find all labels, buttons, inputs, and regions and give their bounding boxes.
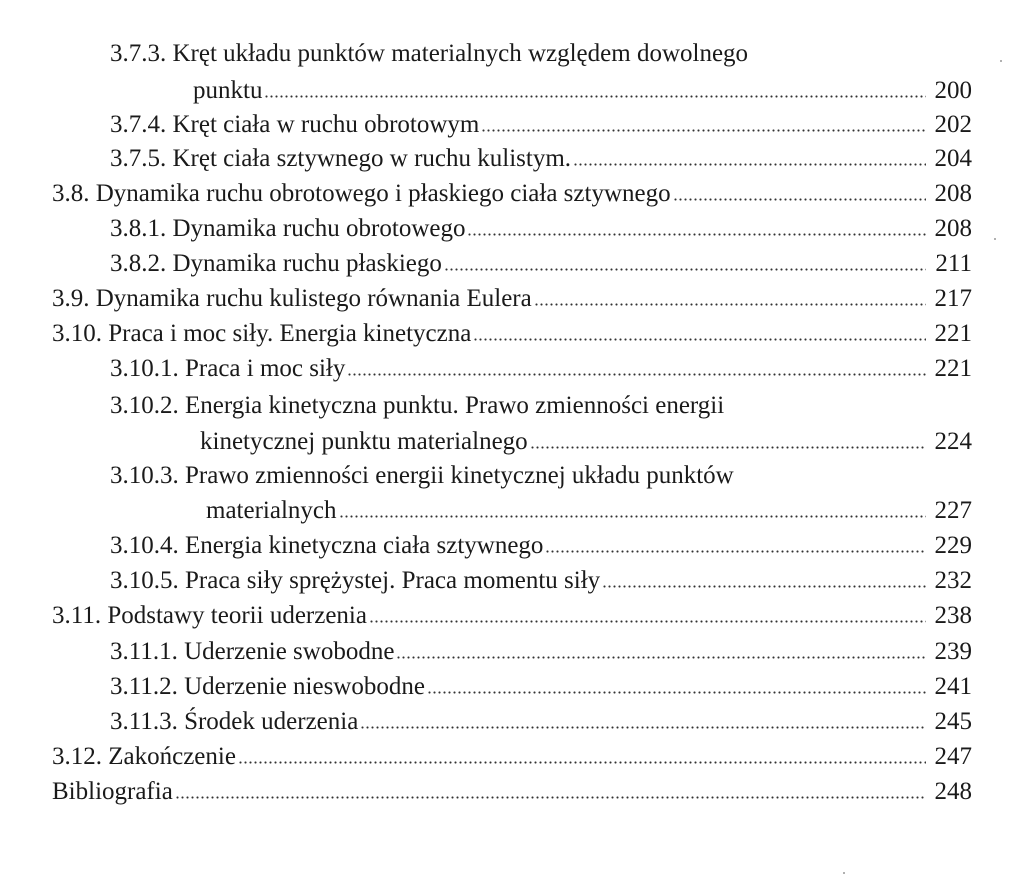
dot-leader (573, 144, 926, 166)
toc-entry-page: 208 (934, 180, 972, 207)
toc-entry-title-continued: materialnych (206, 497, 337, 524)
dot-leader (238, 742, 926, 764)
toc-entry-title: Uderzenie nieswobodne (184, 673, 425, 700)
toc-entry-line (110, 143, 972, 175)
dot-leader (175, 777, 926, 799)
toc-entry-title: Dynamika ruchu płaskiego (172, 250, 442, 277)
scan-speck (1000, 60, 1002, 62)
toc-entry-line (52, 741, 972, 773)
toc-entry-number: 3.12. (52, 743, 102, 770)
toc-entry-number: 3.10.4. (110, 532, 179, 559)
toc-entry-page: 211 (935, 250, 972, 277)
toc-entry-line (110, 706, 972, 738)
toc-entry-title: Bibliografia (52, 778, 173, 805)
toc-entry-number: 3.11.3. (110, 708, 178, 735)
toc-entry-title: Kręt układu punktów materialnych względem dowolnego (172, 40, 749, 67)
toc-entry-title: Uderzenie swobodne (184, 638, 395, 665)
toc-entry-line (52, 776, 972, 808)
toc-entry-line (110, 213, 972, 245)
toc-entry-line (110, 636, 972, 668)
dot-leader (467, 214, 926, 236)
toc-entry-number: 3.9. (52, 285, 90, 312)
toc-entry-number: 3.10.2. (110, 392, 179, 419)
toc-entry-line (110, 109, 972, 141)
toc-entry-title: Dynamika ruchu obrotowego (172, 215, 466, 242)
toc-entry-number: 3.8.1. (110, 215, 167, 242)
toc-entry-line (110, 530, 972, 562)
toc-entry-page: 247 (934, 743, 972, 770)
dot-leader (360, 707, 926, 729)
dot-leader (602, 566, 926, 588)
dot-leader (545, 531, 926, 553)
toc-entry-line (52, 600, 972, 632)
toc-entry-number: 3.10.3. (110, 462, 179, 489)
toc-entry-page: 238 (934, 602, 972, 629)
toc-entry-number: 3.10. (52, 320, 102, 347)
toc-entry-number: 3.11.2. (110, 673, 178, 700)
dot-leader (369, 601, 926, 623)
toc-entry-first-line (110, 390, 724, 422)
toc-entry-page: 241 (934, 673, 972, 700)
toc-entry-last-line (200, 426, 972, 458)
toc-entry-page: 227 (934, 497, 972, 524)
toc-entry-number: 3.7.5. (110, 145, 167, 172)
toc-entry-number: 3.11. (52, 602, 102, 629)
toc-entry-title: Kręt ciała w ruchu obrotowym (172, 111, 480, 138)
toc-entry-title: Podstawy teorii uderzenia (107, 602, 367, 629)
toc-entry-number: 3.7.3. (110, 40, 167, 67)
toc-entry-page: 232 (934, 567, 972, 594)
toc-entry-number: 3.7.4. (110, 111, 167, 138)
toc-entry-last-line (206, 495, 972, 527)
toc-entry-line (52, 283, 972, 315)
toc-entry-page: 221 (934, 320, 972, 347)
toc-entry-line (110, 565, 972, 597)
toc-entry-page: 248 (934, 778, 972, 805)
toc-entry-page: 200 (934, 77, 972, 104)
toc-entry-page: 208 (934, 215, 972, 242)
toc-entry-number: 3.8. (52, 180, 90, 207)
toc-entry-page: 221 (934, 355, 972, 382)
dot-leader (396, 637, 926, 659)
toc-entry-last-line (193, 75, 972, 107)
toc-entry-number: 3.10.5. (110, 567, 179, 594)
dot-leader (473, 319, 926, 341)
toc-entry-title: Dynamika ruchu obrotowego i płaskiego ciała sztywnego (95, 180, 671, 207)
toc-entry-page: 224 (934, 428, 972, 455)
toc-entry-number: 3.8.2. (110, 250, 167, 277)
toc-entry-title: Praca i moc siły. Energia kinetyczna (108, 320, 472, 347)
dot-leader (530, 427, 926, 449)
toc-entry-title: Zakończenie (108, 743, 236, 770)
toc-entry-line (52, 178, 972, 210)
toc-entry-title-continued: kinetycznej punktu materialnego (200, 428, 528, 455)
dot-leader (347, 354, 926, 376)
toc-entry-title: Dynamika ruchu kulistego równania Eulera (95, 285, 532, 312)
dot-leader (339, 496, 927, 518)
toc-entry-title-continued: punktu (193, 77, 263, 104)
dot-leader (444, 249, 926, 271)
toc-entry-title: Energia kinetyczna ciała sztywnego (185, 532, 544, 559)
dot-leader (264, 76, 926, 98)
toc-entry-page: 202 (934, 111, 972, 138)
toc-entry-number: 3.10.1. (110, 355, 179, 382)
dot-leader (481, 110, 926, 132)
toc-entry-page: 239 (934, 638, 972, 665)
toc-entry-title: Praca siły sprężystej. Praca momentu siły (185, 567, 601, 594)
scan-speck (994, 238, 996, 240)
toc-entry-line (52, 318, 972, 350)
scan-speck (843, 872, 845, 874)
toc-entry-line (110, 671, 972, 703)
toc-entry-title: Prawo zmienności energii kinetycznej układu punktów (185, 462, 734, 489)
toc-entry-title: Praca i moc siły (185, 355, 346, 382)
toc-entry-page: 204 (934, 145, 972, 172)
dot-leader (427, 672, 926, 694)
toc-entry-number: 3.11.1. (110, 638, 178, 665)
toc-entry-line (110, 353, 972, 385)
dot-leader (673, 179, 926, 201)
toc-entry-page: 217 (934, 285, 972, 312)
toc-entry-line (110, 248, 972, 280)
toc-entry-page: 245 (934, 708, 972, 735)
toc-entry-title: Środek uderzenia (184, 708, 359, 735)
toc-entry-first-line (110, 38, 748, 70)
toc-entry-title: Energia kinetyczna punktu. Prawo zmienności energii (185, 392, 725, 419)
toc-entry-title: Kręt ciała sztywnego w ruchu kulistym. (172, 145, 572, 172)
toc-entry-first-line (110, 460, 734, 492)
dot-leader (534, 284, 926, 306)
toc-entry-page: 229 (934, 532, 972, 559)
